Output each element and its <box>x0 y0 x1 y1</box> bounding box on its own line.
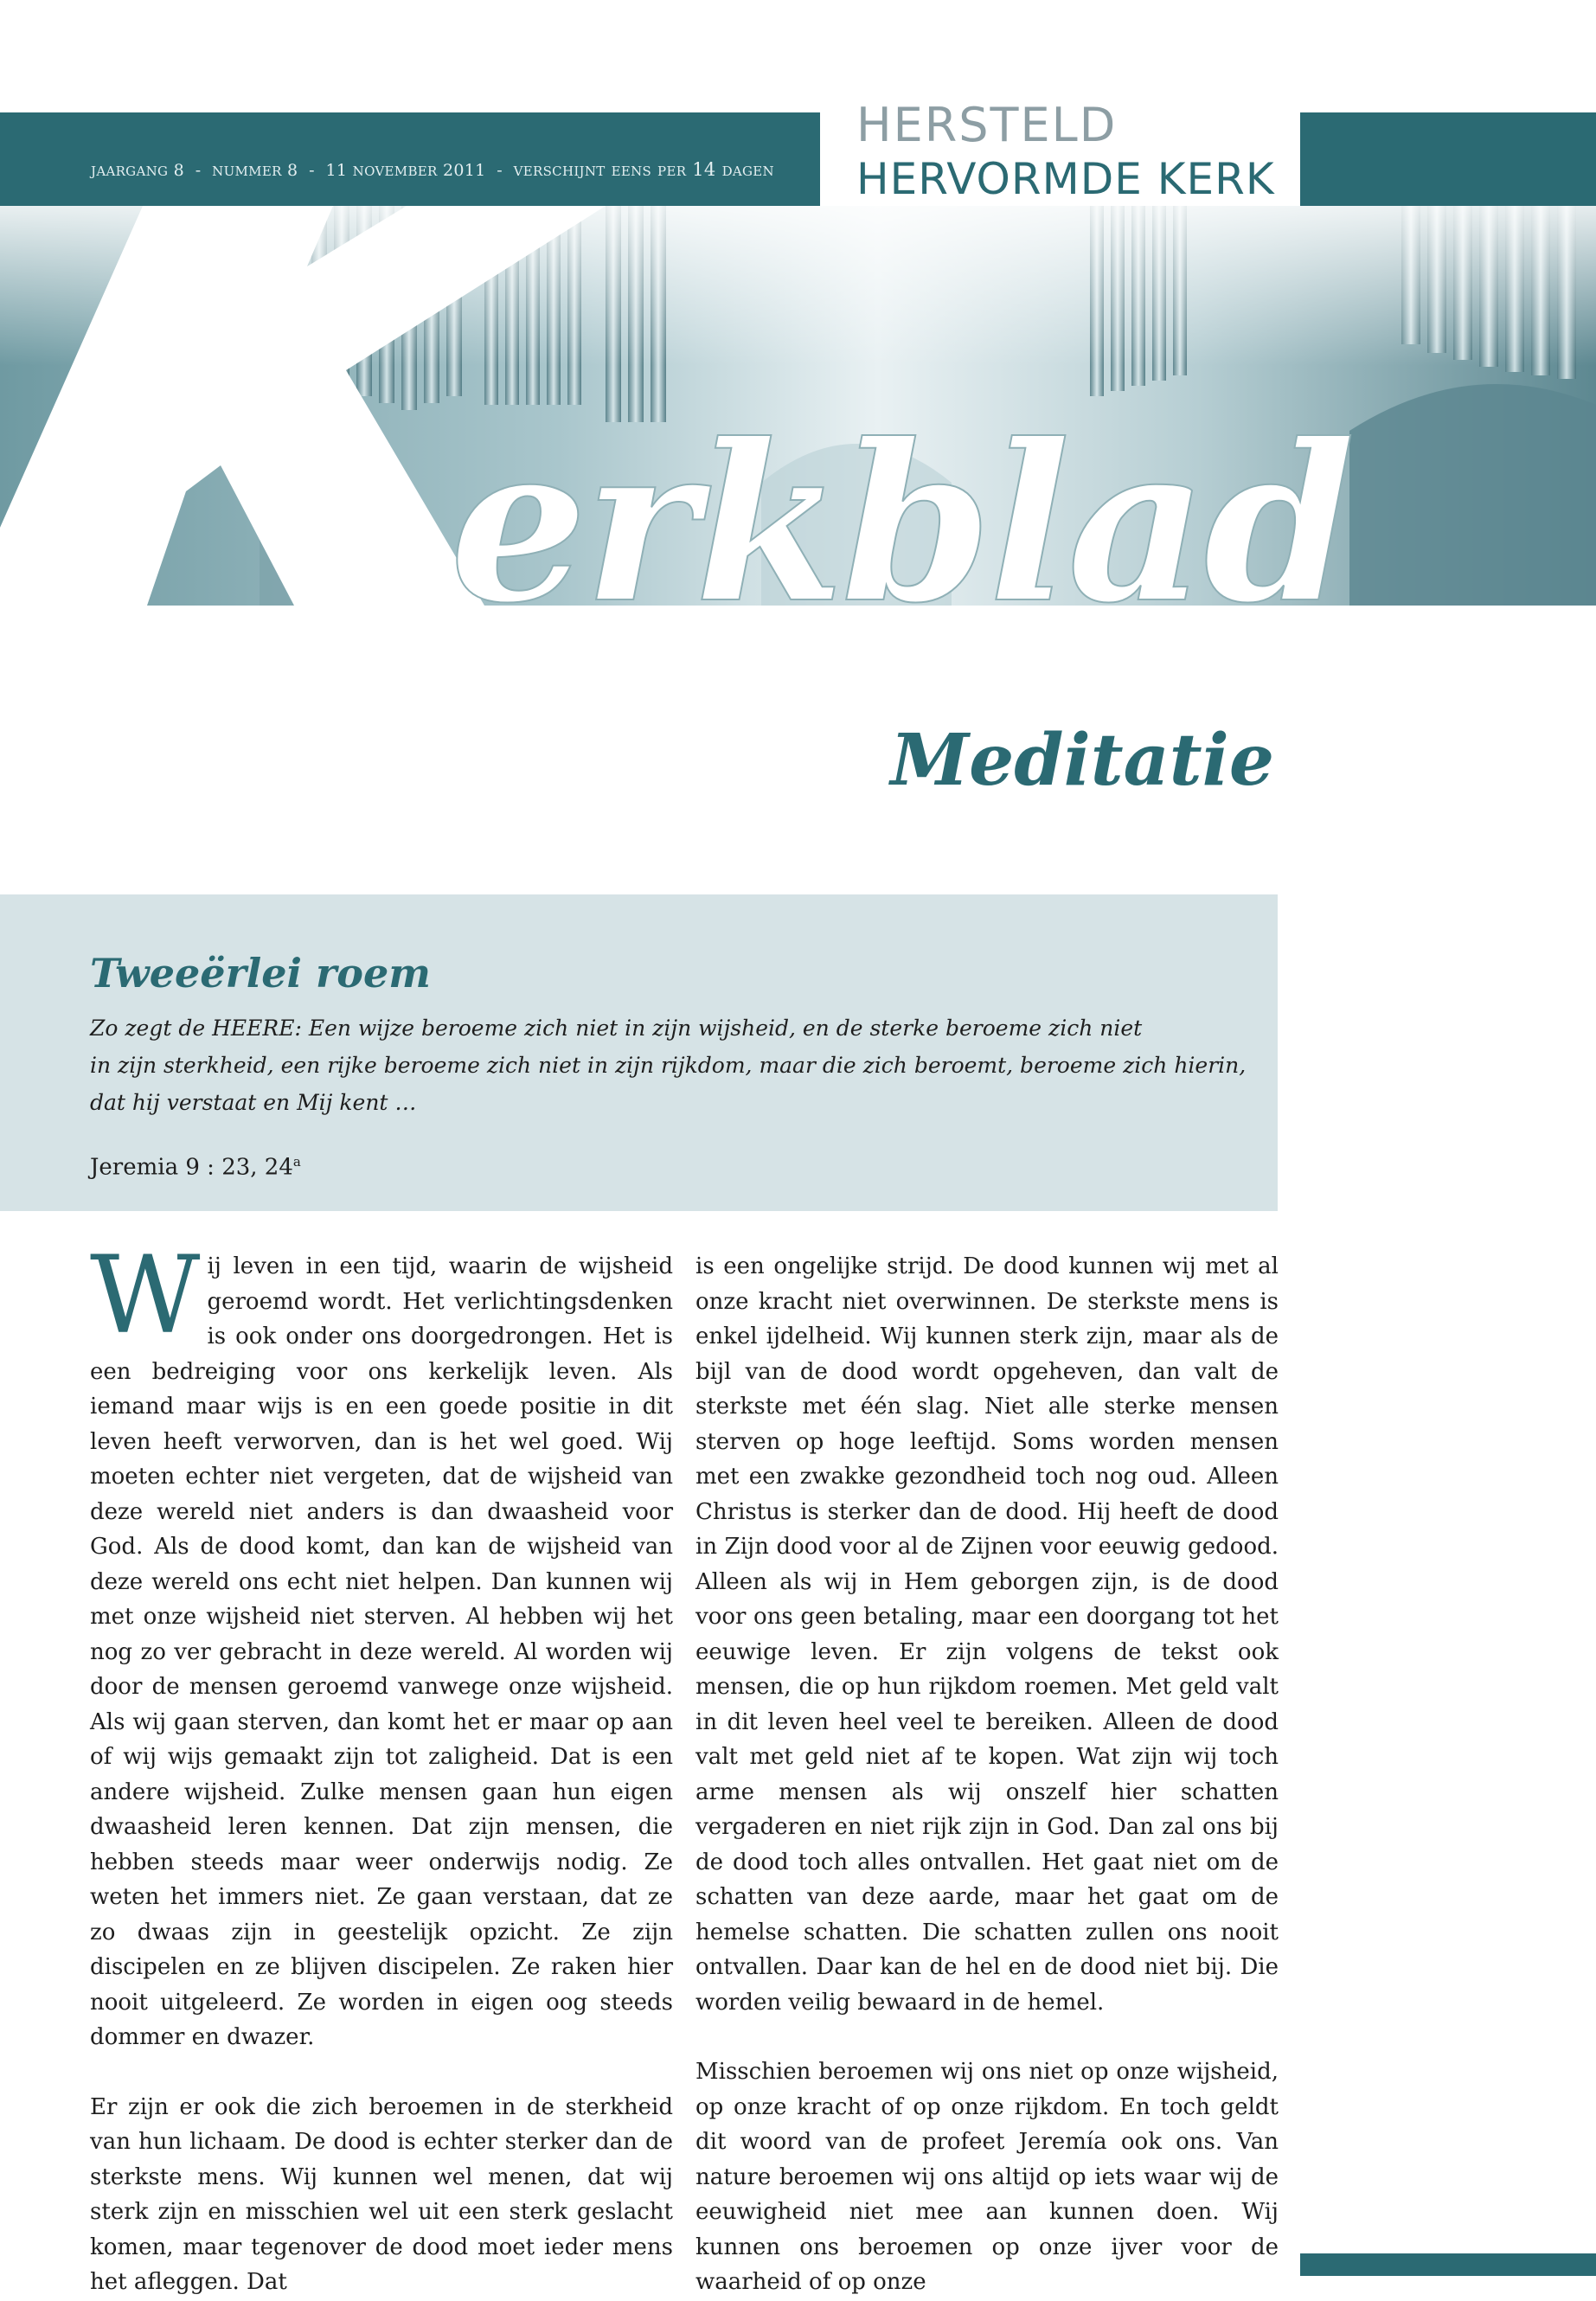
article-column-right <box>695 1249 1279 2300</box>
brand-line-2: HERVORMDE KERK <box>856 154 1275 204</box>
issue-info <box>91 159 817 180</box>
nummer-label: nummer <box>212 159 282 180</box>
issue-day: 11 <box>325 161 348 180</box>
brand-line-1: HERSTELD <box>856 98 1118 152</box>
header-band-right <box>1300 112 1596 206</box>
reference-text: Jeremia 9 : 23, 24 <box>90 1154 293 1181</box>
issue-frequency: verschijnt eens per 14 dagen <box>513 159 774 180</box>
paragraph: Misschien beroemen wij ons niet op onze wijsheid, op onze kracht of op onze rijkdom. En toch geldt dit woord van de profeet Jeremía ook ons. Van nature beroemen wij ons altijd op iets waar wij de eeuwigheid niet mee aan kunnen doen. Wij kunnen ons beroemen op onze ijver voor de waarheid of op onze <box>695 2059 1279 2295</box>
article-column-left <box>90 1234 673 2300</box>
title-word: erkblad <box>450 396 1352 606</box>
organ-pipes-illustration <box>0 206 1596 606</box>
reference-sup: a <box>292 1154 301 1170</box>
separator: - <box>309 161 315 180</box>
scripture-quote <box>90 1009 1249 1121</box>
paragraph-text: ij leven in een tijd, waarin de wijsheid geroemd wordt. Het verlichtingsdenken is ook onder ons doorgedrongen. Het is een bedreiging voor ons kerkelijk leven. Als iemand maar wijs is en een goede positie in dit leven heeft verworven, dan is het wel goed. Wij moeten echter niet vergeten, dat de wijsheid van deze wereld niet anders is dan dwaasheid voor God. Als de dood komt, dan kan de wijsheid van deze wereld ons echt niet helpen. Dan kunnen wij met onze wijsheid niet sterven. Al hebben wij het nog zo ver gebracht in deze wereld. Al worden wij door de mensen geroemd vanwege onze wijsheid. Als wij gaan sterven, dan komt het er maar op aan of wij wijs gemaakt zijn tot zaligheid. Dat is een andere wijsheid. Zulke mensen gaan hun eigen dwaasheid leren kennen. Dat zijn mensen, die hebben steeds maar weer onderwijs nodig. Ze weten het immers niet. Ze gaan verstaan, dat ze zo dwaas zijn in geestelijk opzicht. Ze zijn discipelen en ze blijven discipelen. Ze raken hier nooit uitgeleerd. Ze worden in eigen oog steeds dommer en dwazer. <box>90 1253 673 2050</box>
paragraph: is een ongelijke strijd. De dood kunnen wij met al onze kracht niet overwinnen. De sterkste mens is enkel ijdelheid. Wij kunnen sterk zijn, maar als de bijl van de dood wordt opgeheven, dan valt de sterkste met één slag. Niet alle sterke mensen sterven op hoge leeftijd. Soms worden mensen met een zwakke gezondheid toch nog oud. Alleen Christus is sterker dan de dood. Hij heeft de dood in Zijn dood voor al de Zijnen voor eeuwig gedood. Alleen als wij in Hem geborgen zijn, is de dood voor ons geen betaling, maar een doorgang tot het eeuwige leven. Er zijn volgens de tekst ook mensen, die op hun rijkdom roemen. Met geld valt in dit leven heel veel te bereiken. Alleen de dood valt met geld niet af te kopen. Wat zijn wij toch arme mensen als wij onszelf hier schatten vergaderen en niet rijk zijn in God. Dan zal ons bij de dood toch alles ontvallen. Het gaat niet om de schatten van deze aarde, maar het gaat om de hemelse schatten. Die schatten zullen ons nooit ontvallen. Daar kan de hel en de dood niet bij. Die worden veilig bewaard in de hemel. <box>695 1253 1279 2016</box>
separator: - <box>497 161 503 180</box>
separator: - <box>195 161 202 180</box>
paragraph <box>90 1234 673 2055</box>
footer-bar <box>1300 2253 1596 2276</box>
drop-cap: W <box>90 1234 201 1358</box>
jaargang-value: 8 <box>173 161 185 180</box>
quote-line: in zijn sterkheid, een rijke beroeme zich niet in zijn rijkdom, maar die zich beroemt, beroeme zich hierin, <box>90 1053 1247 1078</box>
jaargang-label: jaargang <box>91 159 169 180</box>
masthead-hero <box>0 206 1596 606</box>
section-title: Meditatie <box>890 719 1274 802</box>
scripture-box <box>0 894 1278 1211</box>
issue-month: november <box>352 159 438 180</box>
quote-line: Zo zegt de HEERE: Een wijze beroeme zich niet in zijn wijsheid, en de sterke beroeme zich niet <box>90 1016 1143 1041</box>
nummer-value: 8 <box>287 161 298 180</box>
scripture-reference <box>90 1154 301 1181</box>
paragraph: Er zijn er ook die zich beroemen in de sterkheid van hun lichaam. De dood is echter sterker dan de sterkste mens. Wij kunnen wel menen, dat wij sterk zijn en misschien wel uit een sterk geslacht komen, maar tegenover de dood moet ieder mens het afleggen. Dat <box>90 2093 673 2295</box>
issue-year: 2011 <box>442 161 486 180</box>
quote-line: dat hij verstaat en Mij kent … <box>90 1090 417 1115</box>
meditation-heading: Tweeërlei roem <box>90 950 431 997</box>
